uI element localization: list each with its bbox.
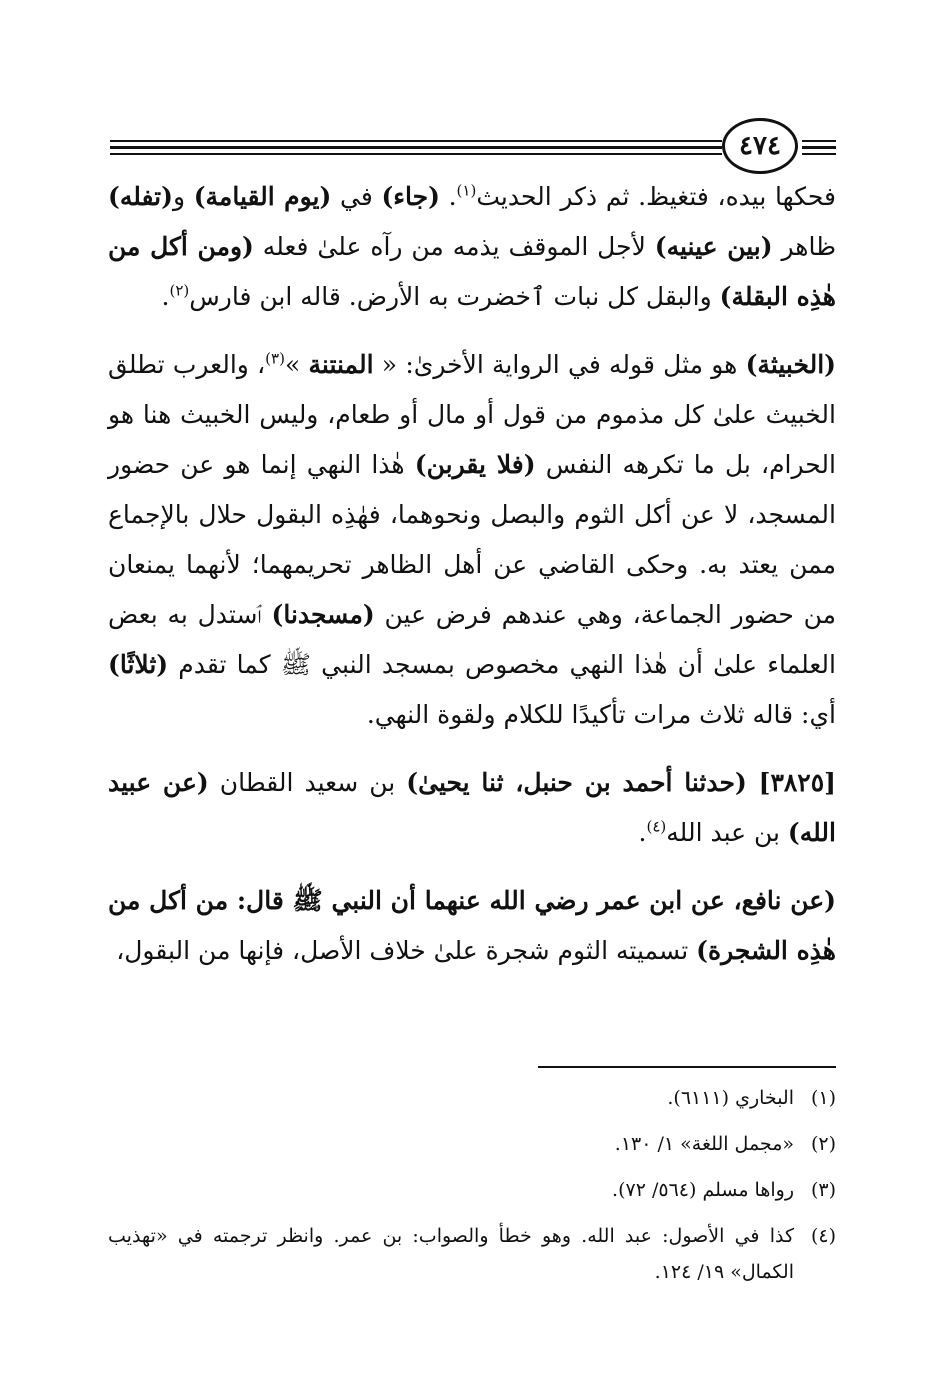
- footnote-number: (٢): [810, 1133, 836, 1155]
- footnote-reference: (٢): [169, 281, 190, 300]
- footnote-item: [108, 1218, 836, 1290]
- footnote-number: (١): [810, 1087, 836, 1109]
- bold-text-run: (عن عبيد الله): [108, 768, 836, 847]
- footnote-item: [108, 1172, 836, 1208]
- footnote-text: رواها مسلم (٥٦٤/ ٧٢).: [612, 1179, 794, 1201]
- bold-text-run: المنتنة: [308, 350, 374, 379]
- text-run: في: [331, 182, 382, 211]
- bold-text-run: (تفله): [108, 182, 173, 211]
- footnote-item: [108, 1080, 836, 1116]
- text-run: بن سعيد القطان: [208, 768, 407, 797]
- page-number-badge: [722, 118, 798, 174]
- footnote-reference: (١): [456, 181, 477, 200]
- bold-text-run: [٣٨٢٥] (حدثنا أحمد بن حنبل، ثنا يحيىٰ): [406, 768, 836, 797]
- text-run: ، والعرب تطلق الخبيث علىٰ كل مذموم من قول أو مال أو طعام، وليس الخبيث هنا هو الحرام، بل ما تكرهه النفس: [108, 350, 836, 479]
- page-number: ٤٧٤: [739, 131, 781, 161]
- header-rule: [110, 140, 722, 142]
- header-rule: [802, 146, 836, 149]
- footnote-text: البخاري (٦١١١).: [667, 1087, 794, 1109]
- paragraph: [108, 172, 836, 322]
- text-run: .: [161, 282, 170, 311]
- text-run: تسميته الثوم شجرة علىٰ خلاف الأصل، فإنها من البقول،: [116, 936, 697, 965]
- bold-text-run: (الخبيثة): [745, 350, 836, 379]
- text-run: هٰذا النهي إنما هو عن حضور المسجد، لا عن أكل الثوم والبصل ونحوهما، فهٰذِه البقول حلال بالإجماع ممن يعتد به. وحكى القاضي عن أهل الظاهر تحريمهما؛ لأنهما يمنعان من حضور الجماعة، وهي عندهم فرض عين: [108, 450, 836, 629]
- footnotes: [108, 1080, 836, 1300]
- footnote-number: (٣): [810, 1179, 836, 1201]
- header-rule: [110, 153, 722, 155]
- text-run: ٱستدل به بعض العلماء علىٰ أن هٰذا النهي مخصوص بمسجد النبي ﷺ كما تقدم: [108, 600, 836, 679]
- text-run: .: [638, 818, 647, 847]
- main-text: [108, 172, 836, 994]
- footnote-reference: (٤): [646, 817, 667, 836]
- footnote-text: كذا في الأصول: عبد الله. وهو خطأ والصواب: بن عمر. وانظر ترجمته في «تهذيب الكمال» ١٩/ ١٢٤.: [108, 1225, 794, 1283]
- text-run: و: [172, 182, 194, 211]
- bold-text-run: (مسجدنا): [271, 600, 375, 629]
- text-run: بن عبد الله: [666, 818, 788, 847]
- text-run: لأجل الموقف يذمه من رآه علىٰ فعله: [253, 232, 655, 261]
- text-run: هو مثل قوله في الرواية الأخرىٰ: «: [373, 350, 746, 379]
- bold-text-run: (ومن أكل من هٰذِه البقلة): [108, 232, 836, 311]
- text-run: فحكها بيده، فتغيظ. ثم ذكر الحديث: [476, 182, 837, 211]
- bold-text-run: (جاء): [381, 182, 440, 211]
- paragraph: [108, 758, 836, 858]
- footnote-item: [108, 1126, 836, 1162]
- header-rule: [802, 140, 836, 142]
- footnote-text: «مجمل اللغة» ١/ ١٣٠.: [614, 1133, 794, 1155]
- bold-text-run: (فلا يقربن): [414, 450, 536, 479]
- bold-text-run: (ثلاثًا): [108, 650, 169, 679]
- bold-text-run: (بين عينيه): [654, 232, 773, 261]
- text-run: ظاهر: [772, 232, 836, 261]
- bold-text-run: (يوم القيامة): [193, 182, 332, 211]
- footnote-separator: [538, 1066, 836, 1068]
- footnote-number: (٤): [810, 1225, 836, 1247]
- header-rule: [802, 153, 836, 155]
- paragraph: [108, 876, 836, 976]
- text-run: »: [284, 350, 309, 379]
- text-run: أي: قاله ثلاث مرات تأكيدًا للكلام ولقوة النهي.: [366, 700, 836, 729]
- footnote-reference: (٣): [265, 349, 285, 368]
- header-rule: [110, 146, 722, 149]
- paragraph: [108, 340, 836, 740]
- text-run: .: [439, 182, 457, 211]
- text-run: والبقل كل نبات ٱخضرت به الأرض. قاله ابن فارس: [189, 282, 720, 311]
- page-header: [110, 118, 836, 178]
- bold-text-run: (عن نافع، عن ابن عمر رضي الله عنهما أن النبي ﷺ قال: من أكل من هٰذِه الشجرة): [108, 886, 836, 965]
